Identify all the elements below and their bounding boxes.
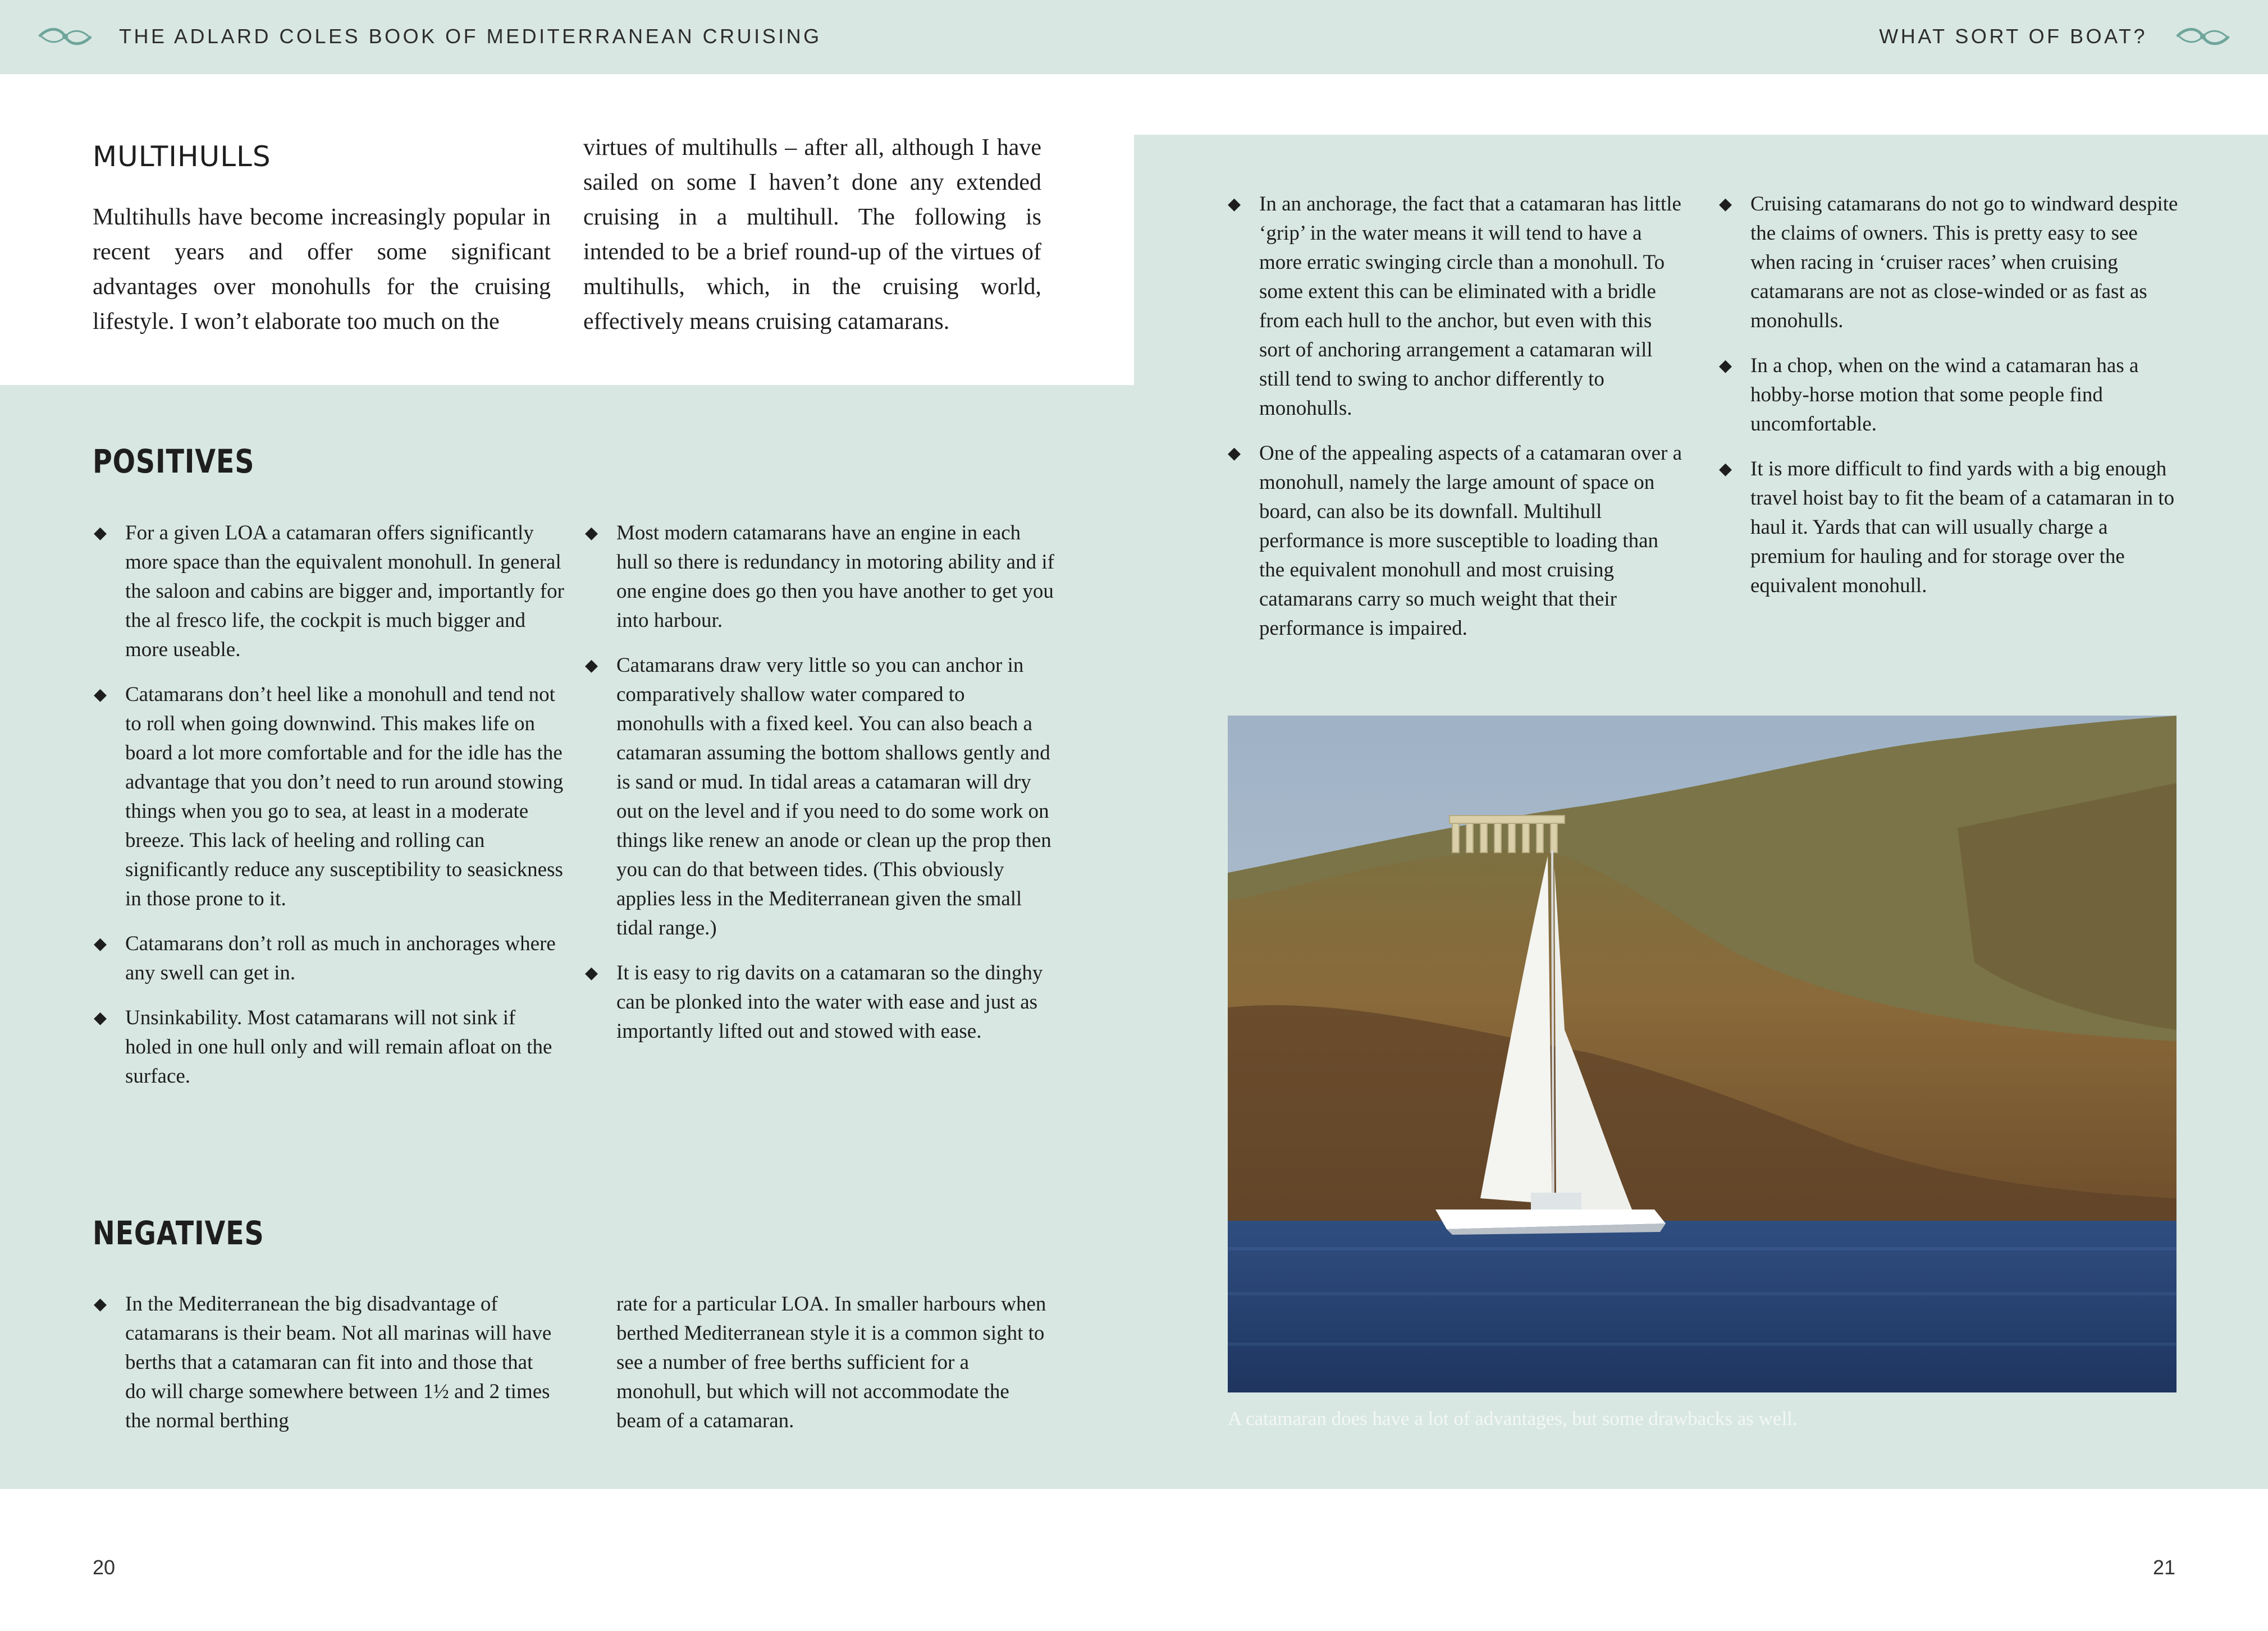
catamaran-photo — [1228, 716, 2176, 1392]
running-head-left: THE ADLARD COLES BOOK OF MEDITERRANEAN CRUISING — [119, 25, 822, 48]
positives-list-col2 — [584, 519, 1055, 1062]
negatives-list-col1 — [93, 1290, 553, 1451]
negatives-right-col1 — [1227, 190, 1687, 659]
diamond-bullet-icon: ◆ — [1719, 356, 1732, 375]
list-item: ◆ In an anchorage, the fact that a catamaran has little ‘grip’ in the water means it will tend to have a more erratic swinging circle than a monohull. To some extent this can be eliminated with a bridle from each hull to the anchor, but even with this sort of anchoring arrangement a catamaran will still tend to swing to anchor differently to monohulls. — [1227, 190, 1687, 423]
negatives-right-col2 — [1718, 190, 2178, 616]
multihulls-intro-col1: Multihulls have become increasingly popular in recent years and offer some significant advantages over monohulls for the cruising lifestyle. I won’t elaborate too much on the — [93, 204, 551, 335]
list-item: ◆ It is easy to rig davits on a catamaran so the dinghy can be plonked into the water with ease and just as importantly lifted out and stowed with ease. — [584, 959, 1055, 1046]
diamond-bullet-icon: ◆ — [1719, 195, 1732, 213]
positives-heading: POSITIVES — [93, 442, 255, 480]
list-item: ◆ Most modern catamarans have an engine in each hull so there is redundancy in motoring ability and if one engine does go then you have another to get you into harbour. — [584, 519, 1055, 635]
diamond-bullet-icon: ◆ — [585, 656, 598, 675]
positives-list-col1 — [93, 519, 564, 1107]
photo-caption: A catamaran does have a lot of advantages, but some drawbacks as well. — [1228, 1408, 1798, 1430]
negatives-continuation: rate for a particular LOA. In smaller harbours when berthed Mediterranean style it is a common sight to see a number of free berths sufficient for a monohull, but which will not accommodate the beam of a catamaran. — [616, 1293, 1046, 1432]
list-item: ◆ For a given LOA a catamaran offers significantly more space than the equivalent monohull. In general the saloon and cabins are bigger and, importantly for the al fresco life, the cockpit is much bigger and more useable. — [93, 519, 564, 665]
diamond-bullet-icon: ◆ — [94, 934, 107, 953]
diamond-bullet-icon: ◆ — [585, 964, 598, 982]
diamond-bullet-icon: ◆ — [94, 1009, 107, 1027]
diamond-bullet-icon: ◆ — [94, 1295, 107, 1313]
list-item: ◆ In the Mediterranean the big disadvantage of catamarans is their beam. Not all marinas will have berths that a catamaran can fit into and those that do will charge somewhere between 1½ and 2 times the normal berthing — [93, 1290, 553, 1436]
page-number-right: 21 — [2152, 1556, 2175, 1579]
list-item: ◆ Catamarans don’t roll as much in anchorages where any swell can get in. — [93, 929, 564, 988]
list-item: ◆ It is more difficult to find yards with a big enough travel hoist bay to fit the beam of a catamaran in to haul it. Yards that can will usually charge a premium for hauling and for storage over the equivalent monohull. — [1718, 455, 2178, 601]
left-ornament-icon — [37, 25, 93, 48]
running-head-right: WHAT SORT OF BOAT? — [1879, 25, 2147, 48]
diamond-bullet-icon: ◆ — [1228, 444, 1241, 462]
diamond-bullet-icon: ◆ — [585, 524, 598, 542]
list-item: ◆ Catamarans don’t heel like a monohull and tend not to roll when going downwind. This makes life on board a lot more comfortable and for the idle has the advantage that you don’t need to run around stowing things when you go to sea, at least in a moderate breeze. This lack of heeling and rolling can significantly reduce any susceptibility to seasickness in those prone to it. — [93, 680, 564, 914]
list-item: ◆ Unsinkability. Most catamarans will not sink if holed in one hull only and will remain afloat on the surface. — [93, 1004, 564, 1091]
diamond-bullet-icon: ◆ — [1228, 195, 1241, 213]
multihulls-heading: MULTIHULLS — [93, 140, 271, 173]
list-item: ◆ One of the appealing aspects of a catamaran over a monohull, namely the large amount of space on board, can also be its downfall. Multihull performance is more susceptible to loading than the equivalent monohull and most cruising catamarans carry so much weight that their performance is impaired. — [1227, 439, 1687, 643]
negatives-heading: NEGATIVES — [93, 1214, 264, 1252]
page-number-left: 20 — [93, 1556, 116, 1579]
list-item: ◆ Catamarans draw very little so you can anchor in comparatively shallow water compared to monohulls with a fixed keel. You can also beach a catamaran assuming the bottom shallows gently and is sand or mud. In tidal areas a catamaran will dry out on the level and if you need to do some work on things like renew an anode or clean up the prop then you can do that between tides. (This obviously applies less in the Mediterranean given the small tidal range.) — [584, 651, 1055, 943]
list-item: ◆ Cruising catamarans do not go to windward despite the claims of owners. This is pretty easy to see when racing in ‘cruiser races’ when cruising catamarans are not as close-winded or as fast as monohulls. — [1718, 190, 2178, 336]
diamond-bullet-icon: ◆ — [94, 524, 107, 542]
diamond-bullet-icon: ◆ — [94, 685, 107, 704]
list-item: ◆ In a chop, when on the wind a catamaran has a hobby-horse motion that some people find uncomfortable. — [1718, 351, 2178, 439]
diamond-bullet-icon: ◆ — [1719, 460, 1732, 478]
right-ornament-icon — [2175, 25, 2231, 48]
multihulls-intro-col2: virtues of multihulls – after all, although I have sailed on some I haven’t done any extended cruising in a multihull. The following is intended to be a brief round-up of the virtues of multihulls, which, in the cruising world, effectively means cruising catamarans. — [583, 135, 1041, 335]
